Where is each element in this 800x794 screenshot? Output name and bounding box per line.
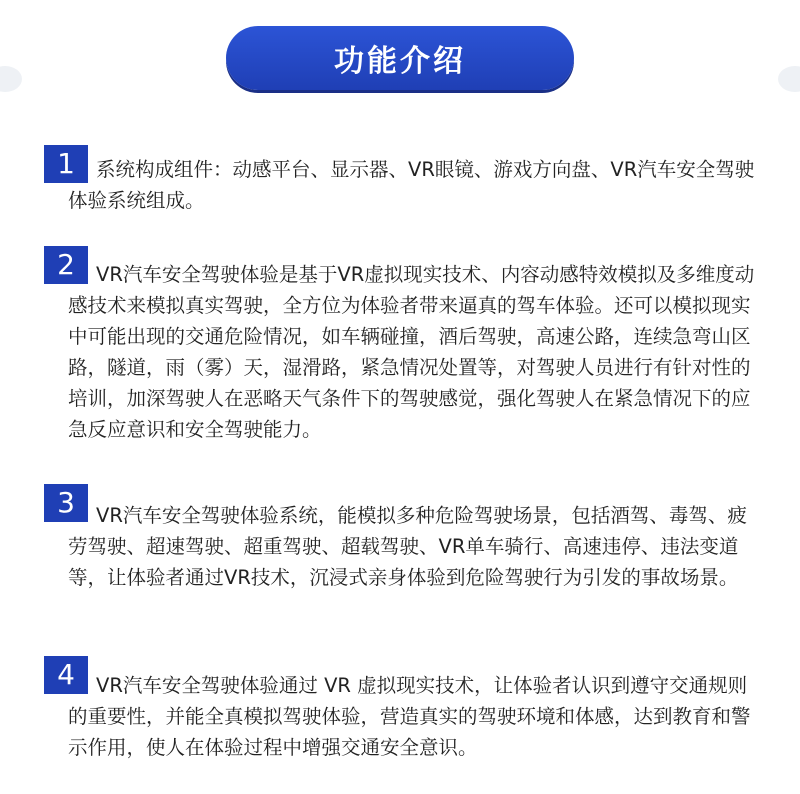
section-number-badge: 4 [44, 656, 88, 694]
feature-section-1 [44, 145, 764, 216]
section-number-badge: 3 [44, 484, 88, 522]
section-number-badge: 1 [44, 145, 88, 183]
feature-section-3 [44, 484, 764, 593]
feature-section-2 [44, 246, 764, 445]
section-text: VR汽车安全驾驶体验是基于VR虚拟现实技术、内容动感特效模拟及多维度动感技术来模拟真实驾驶，全方位为体验者带来逼真的驾车体验。还可以模拟现实中可能出现的交通危险情况，如车辆碰撞，酒后驾驶，高速公路，连续急弯山区路，隧道，雨（雾）天，湿滑路，紧急情况处置等，对驾驶人员进行有针对性的培训，加深驾驶人在恶略天气条件下的驾驶感觉，强化驾驶人在紧急情况下的应急反应意识和安全驾驶能力。 [68, 263, 755, 441]
page-title: 功能介绍 [226, 26, 574, 90]
feature-section-4 [44, 656, 764, 763]
section-text: 系统构成组件：动感平台、显示器、VR眼镜、游戏方向盘、VR汽车安全驾驶体验系统组成。 [68, 158, 755, 212]
decorative-cloud-right [778, 66, 800, 92]
section-text: VR汽车安全驾驶体验系统，能模拟多种危险驾驶场景，包括酒驾、毒驾、疲劳驾驶、超速驾驶、超重驾驶、超载驾驶、VR单车骑行、高速违停、违法变道等，让体验者通过VR技术，沉浸式亲身体验到危险驾驶行为引发的事故场景。 [68, 504, 747, 589]
decorative-cloud-left [0, 66, 22, 92]
section-number-badge: 2 [44, 246, 88, 284]
section-text: VR汽车安全驾驶体验通过 VR 虚拟现实技术，让体验者认识到遵守交通规则的重要性，并能全真模拟驾驶体验，营造真实的驾驶环境和体感，达到教育和警示作用，使人在体验过程中增强交通安全意识。 [68, 674, 751, 759]
